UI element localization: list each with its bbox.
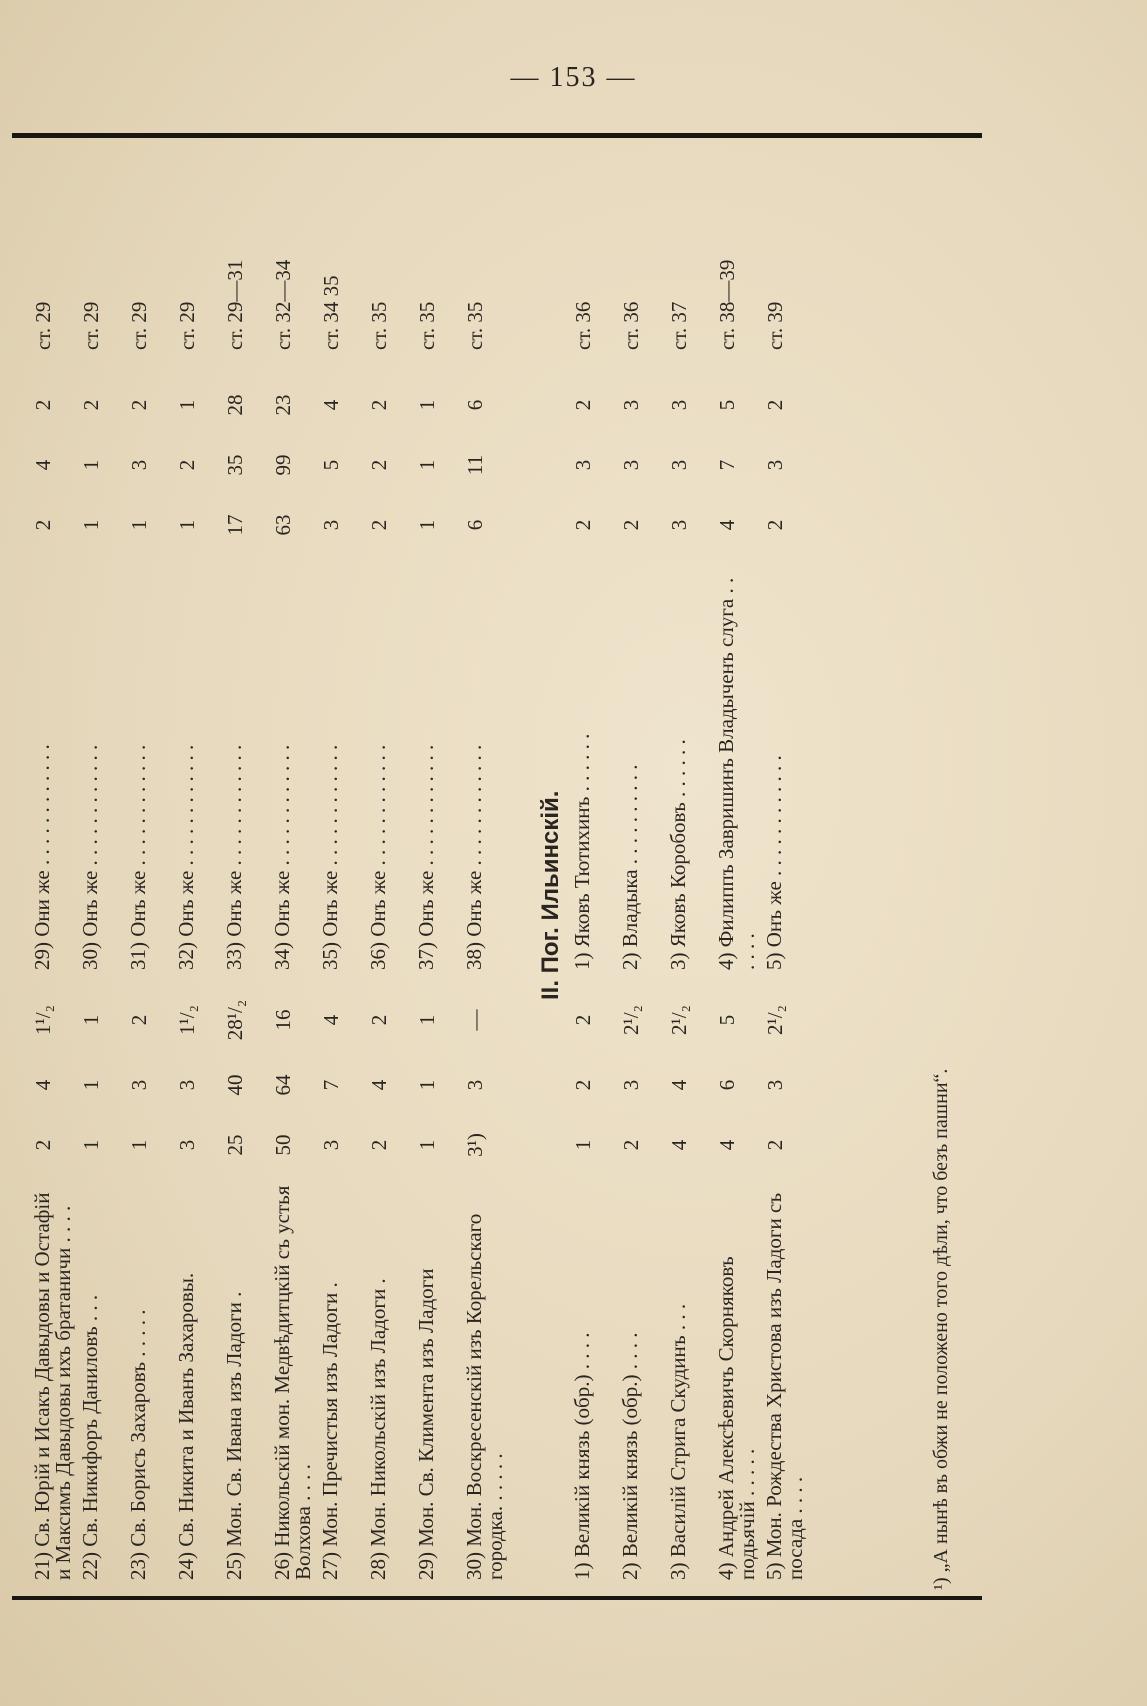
table-cell-n2: 7: [319, 1079, 343, 1091]
table-cell-name2: 1) Яковъ Тютихинъ . . . . . .: [570, 733, 594, 970]
table-cell-n1: 1: [571, 1139, 595, 1151]
table-cell-n3: 28¹/₂: [223, 999, 247, 1041]
table-cell-name: 3) Василій Стрига Скудинъ . . .: [666, 1303, 690, 1580]
table-cell-n3: 2: [127, 1014, 151, 1026]
table-cell-m2: 3: [763, 459, 787, 471]
table-cell-name2: 34) Онъ же . . . . . . . . . . . .: [270, 744, 294, 970]
table-cell-n1: 3¹): [463, 1133, 487, 1157]
table-cell-n1: 3: [319, 1139, 343, 1151]
table-cell-m3: 2: [367, 399, 391, 411]
table-cell-name: 28) Мон. Никольскій изъ Ладоги .: [366, 1278, 390, 1580]
table-cell-m3: 3: [667, 399, 691, 411]
table-cell-ref: ст. 29: [127, 301, 151, 350]
table-row: [32, 140, 74, 1590]
table-cell-name: 25) Мон. Св. Ивана изъ Ладоги .: [222, 1291, 246, 1580]
table-cell-name: 27) Мон. Пречистыя изъ Ладоги .: [318, 1282, 342, 1580]
table-cell-m2: 11: [463, 454, 487, 476]
table-cell-n3: 1: [415, 1014, 439, 1026]
table-cell-ref: ст. 36: [619, 301, 643, 350]
table-cell-n1: 2: [619, 1139, 643, 1151]
table-cell-m1: 4: [715, 519, 739, 531]
table-cell-n2: 4: [31, 1079, 55, 1091]
table-cell-name: 22) Св. Никифоръ Даниловъ . . .: [78, 1294, 102, 1580]
table-cell-ref: ст. 35: [463, 301, 487, 350]
table-cell-name2: 30) Онъ же . . . . . . . . . . . .: [78, 744, 102, 970]
table-cell-ref: ст. 34 35: [319, 275, 343, 350]
table-cell-m3: 1: [415, 399, 439, 411]
table-cell-m1: 1: [415, 519, 439, 531]
rotated-table: [12, 130, 982, 1600]
table-cell-m3: 6: [463, 399, 487, 411]
table-cell-m1: 3: [319, 519, 343, 531]
table-cell-ref: ст. 29: [31, 301, 55, 350]
table-cell-m2: 7: [715, 459, 739, 471]
table-row: [320, 140, 362, 1590]
table-cell-m3: 5: [715, 399, 739, 411]
table-cell-m2: 35: [223, 454, 247, 476]
table-cell-n3: 2¹/₂: [763, 1005, 787, 1035]
table-cell-name2: 38) Онъ же . . . . . . . . . . . .: [462, 744, 486, 970]
table-row: [176, 140, 218, 1590]
table-cell-m3: 23: [271, 394, 295, 416]
table-cell-name2: 31) Онъ же . . . . . . . . . . . .: [126, 744, 150, 970]
table-cell-n1: 1: [127, 1139, 151, 1151]
table-cell-name: 1) Великій князь (обр.) . . . .: [570, 1332, 594, 1580]
table-cell-n1: 2: [763, 1139, 787, 1151]
table-cell-ref: ст. 37: [667, 301, 691, 350]
table-cell-m1: 1: [79, 519, 103, 531]
table-cell-name2: 3) Яковъ Коробовъ . . . . . .: [666, 739, 690, 970]
table-cell-n3: 2¹/₂: [619, 1005, 643, 1035]
table-cell-m1: 2: [763, 519, 787, 531]
table-cell-m1: 2: [367, 519, 391, 531]
table-cell-m1: 2: [31, 519, 55, 531]
table-cell-name: 2) Великій князь (обр.) . . . .: [618, 1332, 642, 1580]
table-cell-m2: 1: [79, 459, 103, 471]
table-row: [224, 140, 266, 1590]
table-cell-ref: ст. 29—31: [223, 259, 247, 350]
table-cell-name2: 4) Филиппъ Завришинъ Владыченъ слуга . . . . . .: [714, 577, 759, 970]
table-row: [716, 140, 758, 1590]
table-cell-name2: 5) Онъ же . . . . . . . . . . . .: [762, 755, 786, 970]
table-cell-m3: 28: [223, 394, 247, 416]
table-cell-name2: 36) Онъ же . . . . . . . . . . . .: [366, 744, 390, 970]
table-cell-name: 29) Мон. Св. Климента изъ Ладоги: [414, 1268, 438, 1580]
table-cell-name2: 37) Онъ же . . . . . . . . . . . .: [414, 744, 438, 970]
table-cell-n3: 1¹/₂: [175, 1005, 199, 1035]
table-cell-name2: 32) Онъ же . . . . . . . . . . . .: [174, 744, 198, 970]
table-cell-m3: 2: [127, 399, 151, 411]
table-cell-n2: 3: [763, 1079, 787, 1091]
table-row: [464, 140, 506, 1590]
table-cell-n2: 3: [463, 1079, 487, 1091]
table-cell-name: 21) Св. Юрій и Исакъ Давыдовы и Остафій и Максимъ Давыдовы ихъ братаничи . . . .: [30, 1192, 75, 1580]
table-cell-ref: ст. 32—34: [271, 259, 295, 350]
table-cell-n1: 3: [175, 1139, 199, 1151]
table-cell-m1: 6: [463, 519, 487, 531]
table-row: [572, 140, 614, 1590]
table-cell-name: 30) Мон. Воскресенскій изъ Корельскаго городка. . . . . .: [462, 1213, 507, 1580]
table-cell-m1: 17: [223, 514, 247, 536]
table-cell-m2: 2: [367, 459, 391, 471]
table-cell-n2: 4: [367, 1079, 391, 1091]
table-cell-name2: 35) Онъ же . . . . . . . . . . . .: [318, 744, 342, 970]
table-cell-n3: 16: [271, 1009, 295, 1031]
table-cell-n1: 50: [271, 1134, 295, 1156]
table-cell-m2: 4: [31, 459, 55, 471]
table-cell-m3: 4: [319, 399, 343, 411]
table-cell-m3: 2: [79, 399, 103, 411]
table-cell-n3: —: [463, 1009, 487, 1031]
table-cell-n2: 3: [175, 1079, 199, 1091]
table-cell-ref: ст. 35: [367, 301, 391, 350]
table-row: [272, 140, 314, 1590]
table-cell-name2: 2) Владыка . . . . . . . . . .: [618, 764, 642, 970]
table-cell-n3: 1: [79, 1014, 103, 1026]
table-cell-n2: 3: [127, 1079, 151, 1091]
table-cell-ref: ст. 29: [175, 301, 199, 350]
table-cell-m1: 2: [571, 519, 595, 531]
table-cell-ref: ст. 36: [571, 301, 595, 350]
table-cell-n1: 4: [667, 1139, 691, 1151]
table-cell-name: 5) Мон. Рождества Христова изъ Ладоги съ посада . . . .: [762, 1192, 807, 1580]
table-cell-n2: 1: [415, 1079, 439, 1091]
table-cell-n1: 4: [715, 1139, 739, 1151]
table-cell-m1: 63: [271, 514, 295, 536]
table-row: [416, 140, 458, 1590]
table-row: [668, 140, 710, 1590]
table-cell-n3: 5: [715, 1014, 739, 1026]
table-rule-right: [12, 133, 982, 138]
table-cell-n3: 2: [367, 1014, 391, 1026]
table-cell-n2: 2: [571, 1079, 595, 1091]
table-cell-n3: 2¹/₂: [667, 1005, 691, 1035]
table-row: [80, 140, 122, 1590]
table-cell-m3: 2: [763, 399, 787, 411]
table-cell-n1: 1: [415, 1139, 439, 1151]
table-cell-m3: 2: [31, 399, 55, 411]
table-cell-m2: 3: [127, 459, 151, 471]
table-cell-m3: 1: [175, 399, 199, 411]
table-cell-n1: 2: [367, 1139, 391, 1151]
table-cell-n2: 1: [79, 1079, 103, 1091]
table-cell-ref: ст. 39: [763, 301, 787, 350]
footnote: ¹) „А нынѣ въ обжи не положено того дѣли, что безъ пашни“.: [930, 1068, 952, 1590]
table-cell-n3: 1¹/₂: [31, 1005, 55, 1035]
table-cell-ref: ст. 35: [415, 301, 439, 350]
section-heading: II. Пог. Ильинскій.: [537, 790, 564, 1000]
table-cell-ref: ст. 29: [79, 301, 103, 350]
table-cell-n3: 2: [571, 1014, 595, 1026]
table-cell-ref: ст. 38—39: [715, 259, 739, 350]
table-cell-m2: 5: [319, 459, 343, 471]
table-cell-m2: 3: [667, 459, 691, 471]
table-cell-m2: 3: [571, 459, 595, 471]
table-cell-name: 24) Св. Никита и Иванъ Захаровы.: [174, 1272, 198, 1580]
table-cell-m2: 3: [619, 459, 643, 471]
page-number: — 153 —: [510, 62, 637, 93]
table-cell-n1: 2: [31, 1139, 55, 1151]
table-cell-name: 26) Никольскій мон. Медвѣдитцкій съ устья Волхова . . . .: [270, 1185, 315, 1580]
table-cell-m2: 99: [271, 454, 295, 476]
table-row: [620, 140, 662, 1590]
table-cell-name2: 29) Они же . . . . . . . . . . . .: [30, 744, 54, 970]
table-cell-n1: 25: [223, 1134, 247, 1156]
table-cell-m2: 1: [415, 459, 439, 471]
table-cell-n2: 64: [271, 1074, 295, 1096]
table-cell-n2: 4: [667, 1079, 691, 1091]
table-cell-m3: 2: [571, 399, 595, 411]
table-cell-m1: 1: [127, 519, 151, 531]
table-row: [764, 140, 806, 1590]
table-rule-left: [12, 1596, 982, 1600]
table-cell-name2: 33) Онъ же . . . . . . . . . . . .: [222, 744, 246, 970]
table-cell-name: 23) Св. Борисъ Захаровъ . . . . .: [126, 1309, 150, 1580]
table-cell-n1: 1: [79, 1139, 103, 1151]
table-row: [128, 140, 170, 1590]
table-cell-m2: 2: [175, 459, 199, 471]
table-cell-m1: 1: [175, 519, 199, 531]
table-cell-n2: 3: [619, 1079, 643, 1091]
table-cell-m1: 2: [619, 519, 643, 531]
table-cell-name: 4) Андрей Алексѣевичъ Скорняковъ подьячій . . . . .: [714, 1256, 759, 1580]
table-cell-n2: 40: [223, 1074, 247, 1096]
table-row: [368, 140, 410, 1590]
table-cell-m1: 3: [667, 519, 691, 531]
table-cell-n2: 6: [715, 1079, 739, 1091]
table-cell-m3: 3: [619, 399, 643, 411]
table-cell-n3: 4: [319, 1014, 343, 1026]
